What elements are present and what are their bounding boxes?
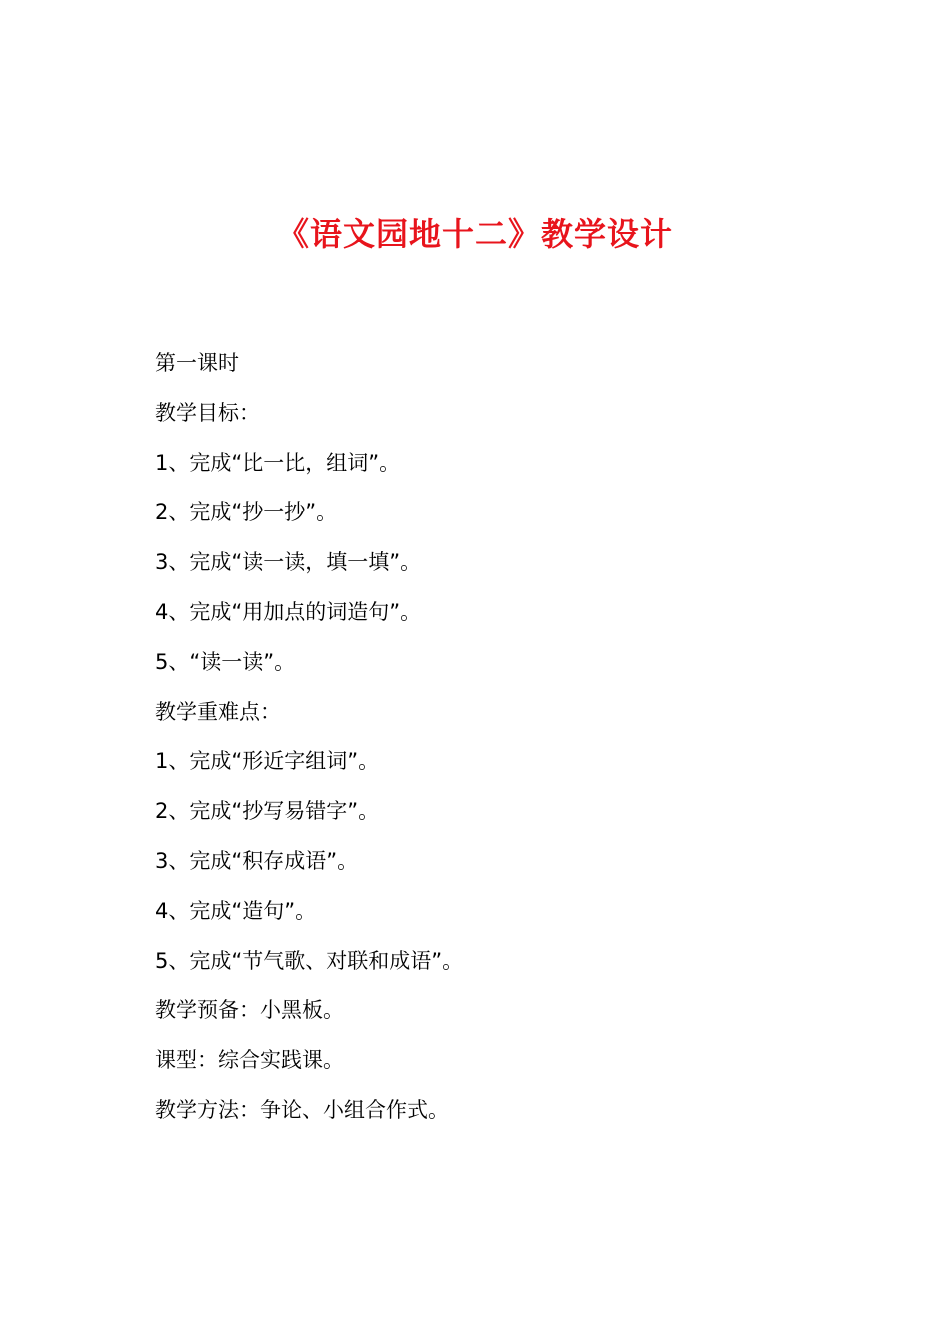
key-point-item: 3、完成“积存成语”。 <box>155 848 359 873</box>
key-point-item: 2、完成“抄写易错字”。 <box>155 799 380 824</box>
section-heading-lesson: 第一课时 <box>155 351 239 375</box>
section-heading-key-points: 教学重难点： <box>155 699 281 724</box>
document-title: 《语文园地十二》教学设计 <box>276 215 673 253</box>
key-point-item: 5、完成“节气歌、对联和成语”。 <box>155 948 464 973</box>
goal-item: 4、完成“用加点的词造句”。 <box>155 599 422 624</box>
key-point-item: 1、完成“形近字组词”。 <box>155 749 380 774</box>
lesson-type-line: 课型：综合实践课。 <box>155 1048 344 1073</box>
document-body <box>155 346 855 1143</box>
section-heading-goals: 教学目标： <box>155 400 260 425</box>
preparation-line: 教学预备：小黑板。 <box>155 998 344 1023</box>
key-point-item: 4、完成“造句”。 <box>155 898 317 923</box>
goal-item: 3、完成“读一读，填一填”。 <box>155 550 422 575</box>
teaching-method-line: 教学方法：争论、小组合作式。 <box>155 1097 449 1122</box>
goal-item: 5、“读一读”。 <box>155 649 296 674</box>
goal-item: 1、完成“比一比，组词”。 <box>155 450 401 475</box>
goal-item: 2、完成“抄一抄”。 <box>155 500 338 525</box>
